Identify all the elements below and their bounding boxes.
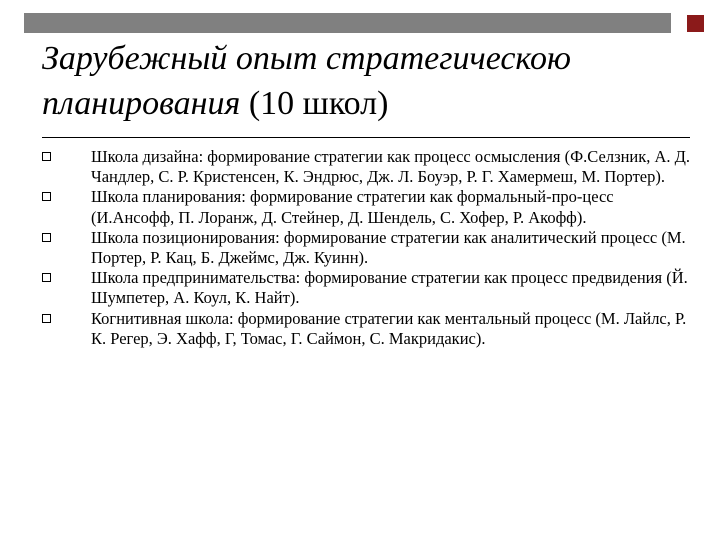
square-bullet-icon [42,192,51,201]
slide-title-upright: (10 школ) [240,85,389,122]
title-divider [42,137,690,138]
slide-title [42,36,682,126]
square-bullet-icon [42,152,51,161]
bullet-text: Школа планирования: формирование стратегии как формальный-про-цесс (И.Ансофф, П. Лоранж, Д. Стейнер, Д. Шендель, С. Хофер, Р. Акофф). [91,187,614,227]
bullet-text: Школа позиционирования: формирование стратегии как аналитический процесс (М. Портер, Р. Кац, Б. Джеймс, Дж. Куинн). [91,227,686,268]
bullet-text: Школа дизайна: формирование стратегии как процесс осмысления (Ф.Селзник, А. Д. Чандлер, С. Р. Кристенсен, К. Эндрюс, Дж. Л. Боуэр, Р. Г. Хамермеш, М. Портер). [91,147,691,187]
square-bullet-icon [42,233,51,242]
slide-title-italic: Зарубежный опыт стратегическою планирования [42,40,572,122]
top-decorative-bar [24,13,671,33]
bullet-list [42,147,692,349]
bullet-item-cognitive-school [42,309,692,349]
bullet-text: Школа предпринимательства: формирование стратегии как процесс предвидения (Й. Шумпетер, А. Коул, К. Найт). [91,268,688,308]
corner-accent-square [687,15,704,32]
square-bullet-icon [42,273,51,282]
bullet-item-positioning-school [42,228,692,268]
bullet-item-design-school [42,147,692,187]
bullet-item-entrepreneurial-school [42,268,692,308]
bullet-item-planning-school [42,187,692,227]
square-bullet-icon [42,314,51,323]
bullet-text: Когнитивная школа: формирование стратегии как ментальный процесс (М. Лайлс, Р. К. Регер, Э. Хафф, Г, Томас, Г. Саймон, С. Макридакис). [91,308,687,348]
